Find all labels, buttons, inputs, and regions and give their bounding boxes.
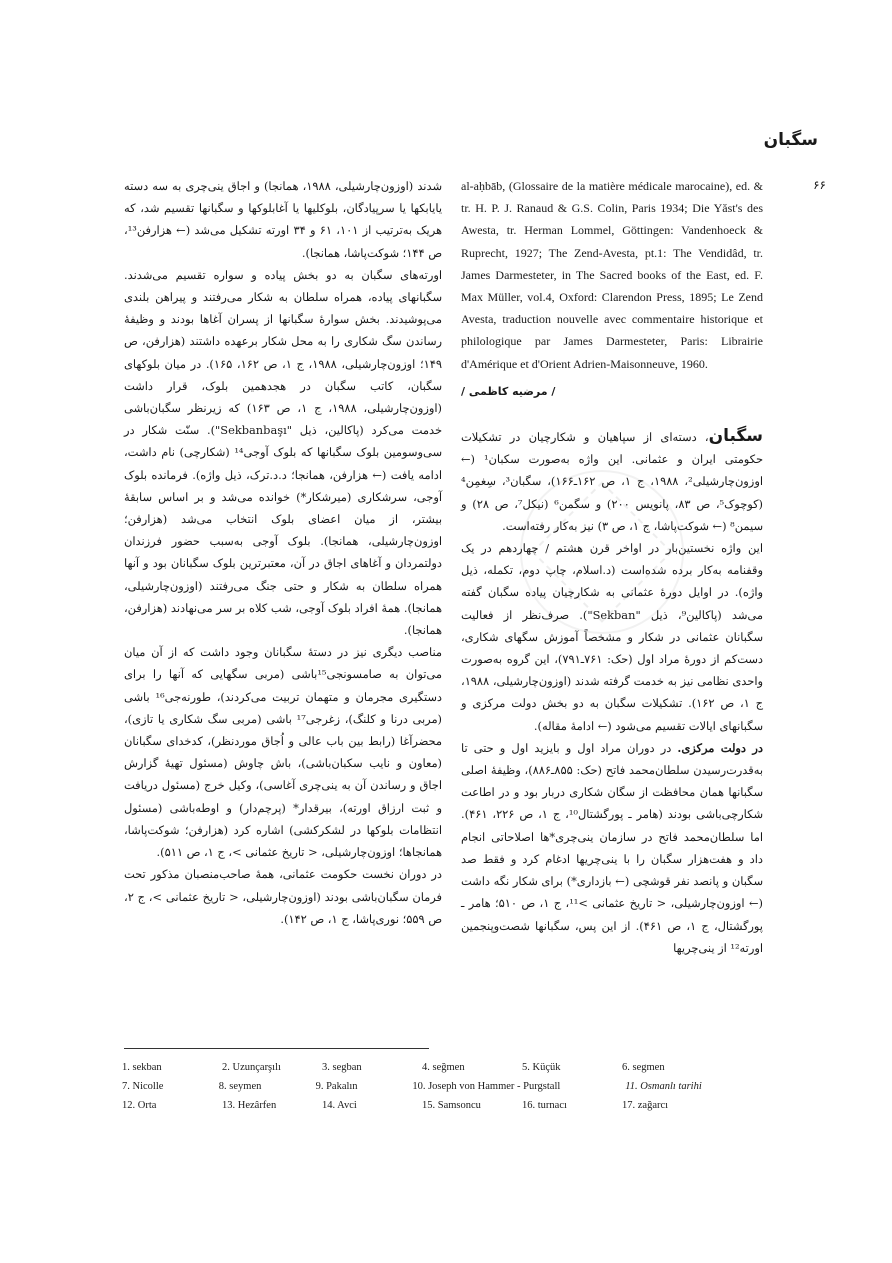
footnote: 13. Hezârfen	[222, 1100, 277, 1111]
footnote: 16. turnacı	[522, 1100, 567, 1111]
footnote: 10. Joseph von Hammer - Purgstall	[412, 1081, 561, 1092]
footnote: 7. Nicolle	[122, 1081, 164, 1092]
footnote: 8. seymen	[218, 1081, 262, 1092]
footnote: 9. Pakalın	[315, 1081, 358, 1092]
footnote-italic: 11. Osmanlı tarihi	[625, 1081, 702, 1092]
footnote-row	[122, 1096, 722, 1115]
footnote: 12. Orta	[122, 1100, 157, 1111]
footnote: 2. Uzunçarşılı	[222, 1062, 281, 1073]
footnote: 15. Samsoncu	[422, 1100, 481, 1111]
entry-headword: سگبان	[708, 426, 763, 447]
author-signature: / مرضیه کاظمی /	[461, 384, 556, 398]
entry-paragraph-1	[461, 425, 763, 537]
footnote: 1. sekban	[122, 1062, 162, 1073]
entry-paragraph-3	[461, 737, 763, 959]
footnote-row	[122, 1058, 722, 1077]
right-column	[461, 175, 763, 959]
left-paragraph-4: در دوران نخست حکومت عثمانی، همهٔ صاحب‌منصبان مذکور تحت فرمان سگبان‌باشی بودند (اوزون‌چارشیلی، < تاریخ عثمانی >، ج ۲، ص ۵۵۹؛ نوری‌پاشا، ج ۱، ص ۱۴۲).	[124, 867, 442, 926]
footnote: 6. segmen	[622, 1062, 665, 1073]
running-header-title: سگبان	[763, 130, 818, 150]
footnote: 17. zağarcı	[622, 1100, 669, 1111]
footnotes	[122, 1058, 722, 1115]
entry-paragraph-1-text: ، دسته‌ای از سپاهیان و شکارچیان در تشکیلات حکومتی ایران و عثمانی. این واژه به‌صورت سکبان¹ (← اوزون‌چارشیلی²، ۱۹۸۸، ج ۱، ص ۱۶۲ـ۱۶۶)، سگبان³، سِغمِن⁴ (کوچوک⁵، ص ۸۳، پانویس ۲۰۰) و سگمن⁶ (نیکل⁷، ص ۲۸) و سیمن⁸ (← شوکت‌پاشا، ج ۱، ص ۳) نیز به‌کار رفته‌است.	[461, 430, 764, 533]
left-paragraph-2: اورته‌های سگبان به دو بخش پیاده و سواره تقسیم می‌شدند. سگبانهای پیاده، همراه سلطان به شکار می‌رفتند و پیراهن بلندی می‌پوشیدند. بخش سوارهٔ سگبانها از پسران آغاها بودند و وظیفهٔ رساندن سگ شکاری را به محل شکار برعهده داشتند (هزارفن، ص ۱۴۹؛ اوزون‌چارشیلی، ۱۹۸۸، ج ۱، ص ۱۶۲، ۱۶۵). در میان بلوکهای سگبان، کاتب سگبان در هجدهمین بلوک، قرار داشت (اوزون‌چارشیلی، ۱۹۸۸، ج ۱، ص ۱۶۳) که زیرنظر سگبان‌باشی خدمت می‌کرد (پاکالین، ذیل "Sekbanbaşı"). سنّت شکار در سی‌وسومین بلوک سگبانها که بلوک آوجی¹⁴ (شکارچی) نام داشت، ادامه یافت (← هزارفن، همانجا؛ د.د.ترک، ذیل واژه). فرمانده بلوک آوجی، سرشکاری (میرشکار*) خوانده می‌شد و بر اساس سابقهٔ بیشتر، از میان اعضای بلوک انتخاب می‌شد (هزارفن؛ اوزون‌چارشیلی، همانجا). بلوک آوجی به‌سبب حضور فرزندان دولتمردان و آغاهای اجاق در آن، معتبرترین بلوک سگبانان بود و آنها همراه سلطان به شکار و حتی جنگ می‌رفتند (اوزون‌چارشیلی، همانجا). همهٔ افراد بلوک آوجی، شب کلاه بر سر می‌نهادند (هزارفن، همانجا).	[124, 267, 442, 638]
bibliography-reference: al-aḥbāb, (Glossaire de la matière médicale marocaine), ed. & tr. H. P. J. Ranaud & G.S. Colin, Paris 1934; Die Yăst's des Awesta, tr. Herman Lommel, Göttingen: Vandenhoeck & Ruprecht, 1927; The Zend-Avesta, pt.1: The Vendidâd, tr. James Darmesteter, in The Sacred books of the East, ed. F. Max Müller, vol.4, Oxford: Clarendon Press, 1895; Le Zend Avesta, traduction nouvelle avec commentaire historique et philologique par James Darmesteter, Paris: Librairie d'Amérique et d'Orient Adrien-Maisonneuve, 1960.	[461, 179, 763, 371]
footnote-row	[122, 1077, 722, 1096]
footnote: 14. Avci	[322, 1100, 357, 1111]
left-column	[124, 175, 442, 930]
footnote	[625, 1081, 722, 1092]
entry-paragraph-3-text: در دوران مراد اول و بایزید اول و حتی تا به‌قدرت‌رسیدن سلطان‌محمد فاتح (حک: ۸۵۵ـ۸۸۶)، وظیفهٔ اصلی سگبانها همان محافظت از سگان شکاری دربار بود و در اطاعت شکارچی‌باشی بودند (هامر ـ پورگشتال¹⁰، ج ۱، ص ۲۲۶، ۴۶۱). اما سلطان‌محمد فاتح در سازمان ینی‌چری*ها اصلاحاتی انجام داد و هفت‌هزار سگبان را با ینی‌چریها ادغام کرد و فقط صد سگبان و پانصد نفر قوشچی (← بازداری*) برای شکار نگه داشت (← اوزون‌چارشیلی، < تاریخ عثمانی >¹¹، ج ۱، ص ۵۱۰؛ هامر ـ پورگشتال، ج ۱، ص ۴۶۱). از این پس، سگبانها شصت‌وپنجمین اورته¹² از ینی‌چریها	[461, 740, 763, 955]
page-number: ۶۶	[813, 178, 826, 192]
left-paragraph-1: شدند (اوزون‌چارشیلی، ۱۹۸۸، همانجا) و اجاق ینی‌چری به سه دسته یایابکها یا سرپیادگان، بلوکلیها یا آغابلوکها و سگبانها تقسیم شد، که هریک به‌ترتیب از ۱۰۱، ۶۱ و ۳۴ اورته تشکیل می‌شد (← هزارفن¹³، ص ۱۴۴؛ شوکت‌پاشا، همانجا).	[124, 179, 442, 260]
footnote: 5. Küçük	[522, 1062, 561, 1073]
left-paragraph-3: مناصب دیگری نیز در دستهٔ سگبانان وجود داشت که از آن میان می‌توان به صامسونجی¹⁵باشی (مربی سگهایی که آنها را برای دستگیری مجرمان و متهمان تربیت می‌کردند)، طورنه‌جی¹⁶ باشی (مربی درنا و کلنگ)، زغرجی¹⁷ باشی (مربی سگ شکاری یا تازی)، محضرآغا (رابط بین باب عالی و اُجاق موردنظر)، کدخدای سگبانان (معاون و نایب سکبان‌باشی)، باش چاوش (مسئول تهیهٔ گزارش اجاق و رساندن آن به ینی‌چری آغاسی)، وکیل خرج (مسئول دریافت و ثبت ارزاق اورته)، بیرقدار* (پرچم‌دار) و اوطه‌باشی (مسئول انتظامات بلوکها در لشکرکشی) اشاره کرد (هزارفن؛ شوکت‌پاشا، همانجاها؛ اوزون‌چارشیلی، < تاریخ عثمانی >، ج ۱، ص ۵۱۱).	[124, 645, 443, 860]
entry-paragraph-2: این واژه نخستین‌بار در اواخر قرن هشتم / چهاردهم در یک وقفنامه به‌کار برده شده‌است (د.اسلام، چاپ دوم، تکمله، ذیل واژه). در اوایل دورهٔ عثمانی به شکارچیان پیاده سگبان گفته می‌شد (پاکالین⁹، ذیل "Sekban"). صرف‌نظر از فعالیت سگبانان عثمانی در شکار و مشخصاً آموزش سگهای شکاری، دست‌کم از دورهٔ مراد اول (حک: ۷۶۱ـ۷۹۱)، این گروه به‌صورت واحدی نظامی نیز به خدمت گرفته شدند (اوزون‌چارشیلی، ۱۹۸۸، ج ۱، ص ۱۶۲). تشکیلات سگبان به دو بخش دولت مرکزی و سگبانهای ایالات تقسیم می‌شود (← ادامهٔ مقاله).	[461, 541, 764, 733]
footnote: 3. segban	[322, 1062, 362, 1073]
footnote-separator	[124, 1048, 429, 1049]
footnote: 4. seğmen	[422, 1062, 465, 1073]
section-subheading: در دولت مرکزی.	[677, 740, 763, 755]
